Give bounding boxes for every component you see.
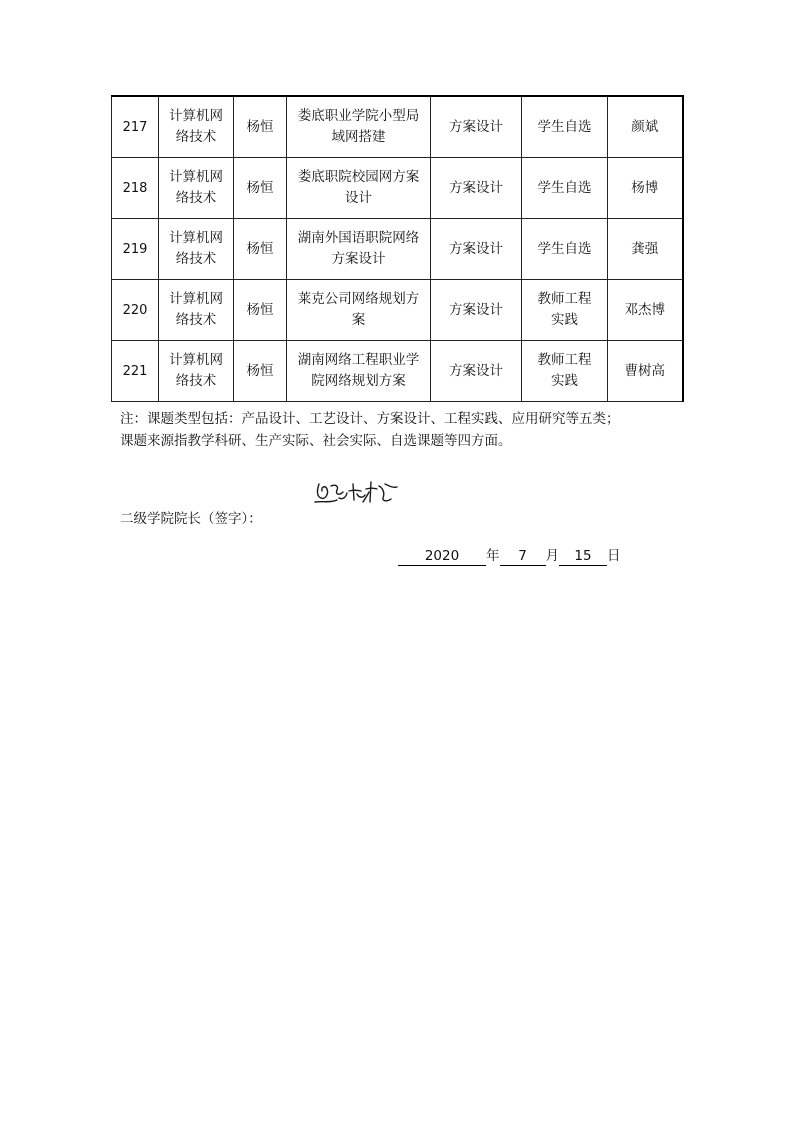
topic-title-cell: 湖南网络工程职业学院网络规划方案 xyxy=(287,341,431,402)
topic-source-cell: 教师工程实践 xyxy=(522,280,608,341)
topic-title-cell: 莱克公司网络规划方案 xyxy=(287,280,431,341)
topic-source-cell: 教师工程实践 xyxy=(522,341,608,402)
table-row xyxy=(112,158,683,219)
teacher-cell: 杨恒 xyxy=(234,341,287,402)
topic-title-cell: 湖南外国语职院网络方案设计 xyxy=(287,219,431,280)
topic-source-cell: 学生自选 xyxy=(522,96,608,158)
date-month-unit: 月 xyxy=(545,548,559,564)
table-row xyxy=(112,280,683,341)
topic-source-cell: 学生自选 xyxy=(522,158,608,219)
major-cell: 计算机网络技术 xyxy=(159,96,234,158)
table-note xyxy=(120,408,700,452)
major-cell: 计算机网络技术 xyxy=(159,158,234,219)
topic-type-cell: 方案设计 xyxy=(431,280,522,341)
handwritten-signature xyxy=(313,478,403,512)
teacher-cell: 杨恒 xyxy=(234,219,287,280)
topic-source-cell: 学生自选 xyxy=(522,219,608,280)
date-month: 7 xyxy=(500,547,546,566)
table-row xyxy=(112,96,683,158)
topic-title-cell: 娄底职业学院小型局域网搭建 xyxy=(287,96,431,158)
topic-type-cell: 方案设计 xyxy=(431,219,522,280)
row-number: 221 xyxy=(112,341,159,402)
topic-type-cell: 方案设计 xyxy=(431,158,522,219)
student-cell: 杨博 xyxy=(608,158,683,219)
teacher-cell: 杨恒 xyxy=(234,158,287,219)
student-cell: 邓杰博 xyxy=(608,280,683,341)
table-row xyxy=(112,341,683,402)
major-cell: 计算机网络技术 xyxy=(159,280,234,341)
topic-title-cell: 娄底职院校园网方案设计 xyxy=(287,158,431,219)
student-cell: 颜斌 xyxy=(608,96,683,158)
teacher-cell: 杨恒 xyxy=(234,96,287,158)
row-number: 220 xyxy=(112,280,159,341)
date-day: 15 xyxy=(559,547,607,566)
date-day-unit: 日 xyxy=(607,548,621,564)
topics-table xyxy=(111,95,684,402)
dean-signature-label: 二级学院院长（签字）： xyxy=(120,511,262,527)
student-cell: 曹树高 xyxy=(608,341,683,402)
row-number: 218 xyxy=(112,158,159,219)
student-cell: 龚强 xyxy=(608,219,683,280)
note-line: 课题来源指教学科研、生产实际、社会实际、自选课题等四方面。 xyxy=(120,433,512,449)
teacher-cell: 杨恒 xyxy=(234,280,287,341)
topic-type-cell: 方案设计 xyxy=(431,96,522,158)
row-number: 219 xyxy=(112,219,159,280)
major-cell: 计算机网络技术 xyxy=(159,341,234,402)
signing-date xyxy=(398,545,621,567)
major-cell: 计算机网络技术 xyxy=(159,219,234,280)
date-year: 2020 xyxy=(398,547,486,566)
table-row xyxy=(112,219,683,280)
date-year-unit: 年 xyxy=(486,548,500,564)
note-line: 注：课题类型包括：产品设计、工艺设计、方案设计、工程实践、应用研究等五类； xyxy=(120,411,620,427)
row-number: 217 xyxy=(112,96,159,158)
topic-type-cell: 方案设计 xyxy=(431,341,522,402)
